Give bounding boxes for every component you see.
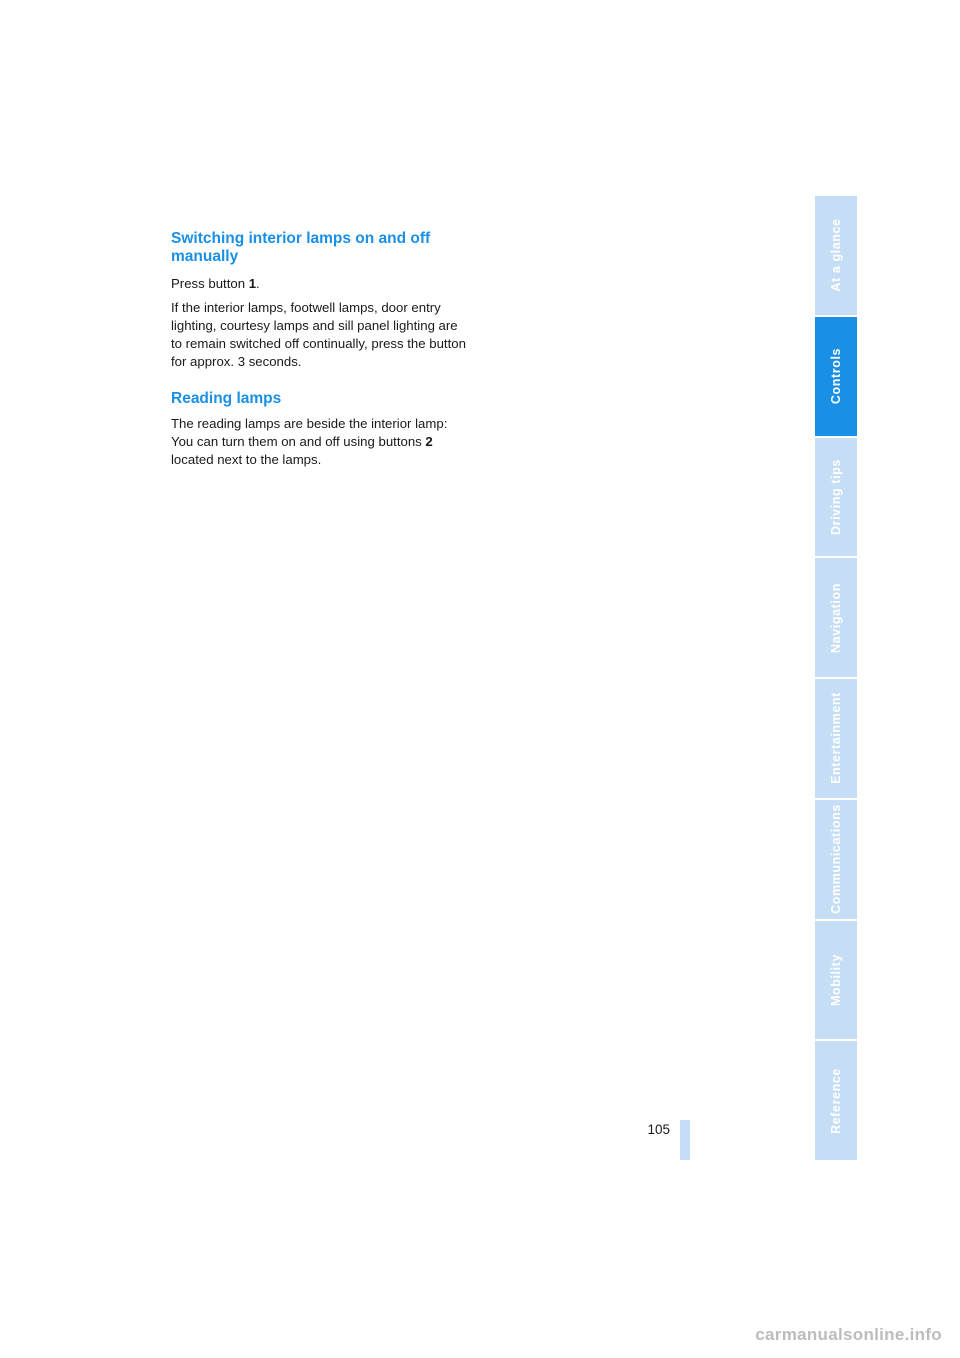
tab-entertainment[interactable]: Entertainment xyxy=(815,677,857,798)
page-number: 105 xyxy=(647,1122,670,1137)
tab-driving-tips[interactable]: Driving tips xyxy=(815,436,857,557)
main-content xyxy=(171,230,471,475)
tab-communications[interactable]: Communications xyxy=(815,798,857,919)
tab-navigation[interactable]: Navigation xyxy=(815,556,857,677)
watermark-logo: carmanualsonline.info xyxy=(755,1325,942,1344)
section-heading-reading-lamps: Reading lamps xyxy=(171,390,282,407)
paragraph-press-button: Press button 1. xyxy=(171,276,260,291)
paragraph-switched-off: If the interior lamps, footwell lamps, door entry lighting, courtesy lamps and sill panel lighting are to remain switched off continually, press the button for approx. 3 seconds. xyxy=(171,300,466,369)
chapter-tabs xyxy=(815,196,857,1160)
tab-at-a-glance[interactable]: At a glance xyxy=(815,196,857,315)
section-heading-switching: Switching interior lamps on and off manually xyxy=(171,230,431,265)
tab-reference[interactable]: Reference xyxy=(815,1039,857,1160)
paragraph-reading-lamps: The reading lamps are beside the interior lamp: You can turn them on and off using buttons 2 located next to the lamps. xyxy=(171,416,448,467)
page-marker-bar xyxy=(680,1120,690,1160)
tab-controls[interactable]: Controls xyxy=(815,315,857,436)
tab-mobility[interactable]: Mobility xyxy=(815,919,857,1040)
